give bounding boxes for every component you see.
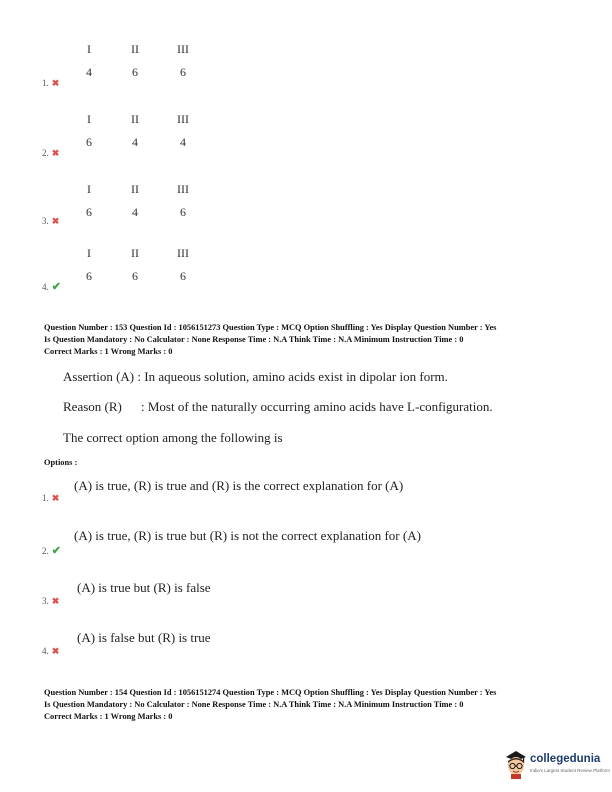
value-2: 4: [132, 205, 138, 219]
assertion-text: Assertion (A) : In aqueous solution, amino acids exist in dipolar ion form.: [63, 369, 448, 384]
value-3: 6: [180, 269, 186, 283]
option-text: (A) is true but (R) is false: [77, 580, 211, 595]
col-header-3: III: [177, 182, 189, 196]
meta-line-1: Question Number : 154 Question Id : 1056151274 Question Type : MCQ Option Shuffling : Yes Display Question Number : Yes: [44, 688, 497, 697]
logo-name: collegedunia: [530, 753, 601, 765]
option-number: 1. ✖: [42, 493, 60, 503]
meta-line-3: Correct Marks : 1 Wrong Marks : 0: [44, 712, 173, 721]
value-1: 4: [86, 65, 92, 79]
option-number: 2. ✖: [42, 148, 60, 158]
meta-line-2: Is Question Mandatory : No Calculator : None Response Time : N.A Think Time : N.A Minimum Instruction Time : 0: [44, 335, 464, 344]
value-2: 6: [132, 269, 138, 283]
col-header-3: III: [177, 112, 189, 126]
value-2: 4: [132, 135, 138, 149]
option-number: 4. ✖: [42, 646, 60, 656]
option-text: (A) is false but (R) is true: [77, 630, 211, 645]
value-2: 6: [132, 65, 138, 79]
value-3: 6: [180, 65, 186, 79]
col-header-2: II: [131, 246, 139, 260]
option-text: (A) is true, (R) is true and (R) is the correct explanation for (A): [74, 478, 404, 493]
col-header-3: III: [177, 246, 189, 260]
check-icon: ✔: [51, 545, 61, 557]
value-1: 6: [86, 269, 92, 283]
value-1: 6: [86, 205, 92, 219]
col-header-1: I: [87, 42, 91, 56]
mascot-icon: [503, 747, 529, 779]
cross-icon: ✖: [51, 148, 60, 158]
meta-line-3: Correct Marks : 1 Wrong Marks : 0: [44, 347, 173, 356]
question-meta: [44, 322, 584, 358]
col-header-1: I: [87, 246, 91, 260]
value-3: 4: [180, 135, 186, 149]
col-header-3: III: [177, 42, 189, 56]
option-text: (A) is true, (R) is true but (R) is not the correct explanation for (A): [74, 528, 421, 543]
col-header-1: I: [87, 182, 91, 196]
cross-icon: ✖: [51, 596, 60, 606]
question-prompt: The correct option among the following is: [63, 430, 283, 445]
cross-icon: ✖: [51, 493, 60, 503]
collegedunia-logo: [503, 745, 609, 781]
meta-line-1: Question Number : 153 Question Id : 1056151273 Question Type : MCQ Option Shuffling : Yes Display Question Number : Yes: [44, 323, 497, 332]
check-icon: ✔: [51, 281, 61, 293]
reason-text: : Most of the naturally occurring amino acids have L-configuration.: [141, 399, 493, 414]
col-header-1: I: [87, 112, 91, 126]
col-header-2: II: [131, 42, 139, 56]
meta-line-2: Is Question Mandatory : No Calculator : None Response Time : N.A Think Time : N.A Minimum Instruction Time : 0: [44, 700, 464, 709]
cross-icon: ✖: [51, 78, 60, 88]
option-number: 1. ✖: [42, 78, 60, 88]
reason-label: Reason (R): [63, 399, 122, 414]
value-3: 6: [180, 205, 186, 219]
option-number: 3. ✖: [42, 216, 60, 226]
col-header-2: II: [131, 182, 139, 196]
option-number: 4. ✔: [42, 281, 61, 293]
cross-icon: ✖: [51, 216, 60, 226]
logo-tagline: India's Largest Student Review Platform: [530, 768, 610, 773]
col-header-2: II: [131, 112, 139, 126]
value-1: 6: [86, 135, 92, 149]
option-number: 3. ✖: [42, 596, 60, 606]
cross-icon: ✖: [51, 646, 60, 656]
option-number: 2. ✔: [42, 545, 61, 557]
options-label: Options :: [44, 458, 78, 467]
question-154-meta: [44, 687, 584, 723]
